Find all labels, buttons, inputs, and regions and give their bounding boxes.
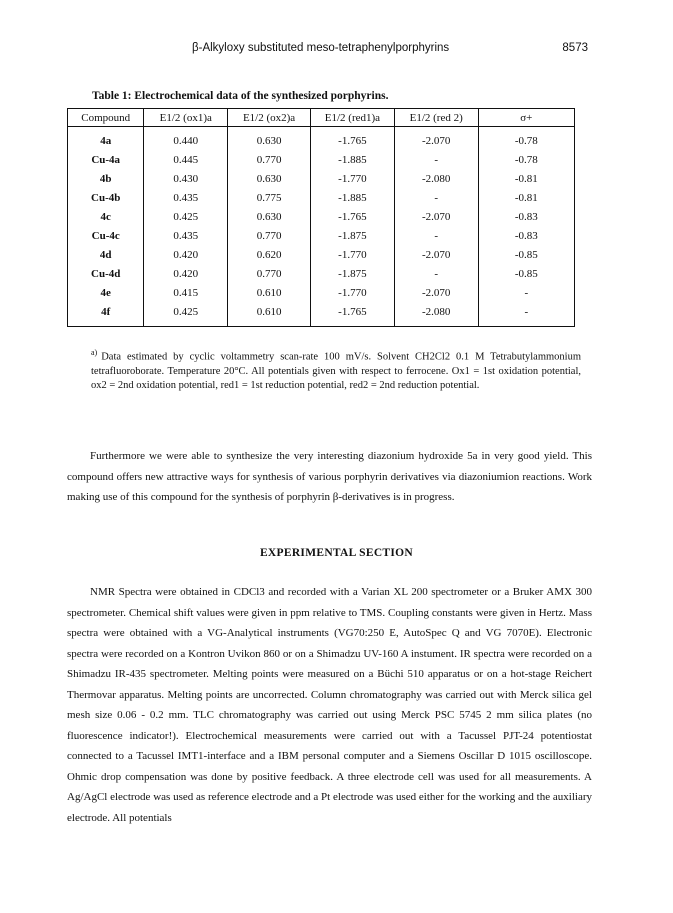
value-cell: 0.630 <box>228 127 311 151</box>
value-cell: - <box>394 264 478 283</box>
value-cell: 0.770 <box>228 150 311 169</box>
value-cell: -2.080 <box>394 169 478 188</box>
table-row <box>68 245 575 264</box>
value-cell: - <box>394 226 478 245</box>
compound-cell: Cu-4d <box>68 264 144 283</box>
running-title: β-Alkyloxy substituted meso-tetraphenylporphyrins <box>192 42 450 54</box>
value-cell: 0.420 <box>144 245 228 264</box>
footnote-text: Data estimated by cyclic voltammetry scan-rate 100 mV/s. Solvent CH2Cl2 0.1 M Tetrabutylammonium tetrafluoroborate. Temperature 20°C. All potentials given with respect to ferrocene. Ox1 = 1st oxidation potential, ox2 = 2nd oxidation potential, red1 = 1st reduction potential, red2 = 2nd reduction potential. <box>91 351 581 391</box>
value-cell: 0.630 <box>228 169 311 188</box>
value-cell: -1.765 <box>310 127 394 151</box>
paragraph: Furthermore we were able to synthesize the very interesting diazonium hydroxide 5a in very good yield. This compound offers new attractive ways for synthesis of various porphyrin derivatives via diazoniumion reactions. Work making use of this compound for the synthesis of porphyrin β-derivatives is in progress. <box>67 450 592 503</box>
paragraph: NMR Spectra were obtained in CDCl3 and recorded with a Varian XL 200 spectrometer or a Bruker AMX 300 spectrometer. Chemical shift values were given in ppm relative to TMS. Coupling constants were given in Hertz. Mass spectra were obtained with a VG-Analytical instruments (VG70:250 E, AutoSpec Q and VG 7070E). Electronic spectra were recorded on a Kontron Uvikon 860 or on a Shimadzu UV-160 A instument. IR spectra were recorded on a Shimadzu IR-435 spectrometer. Melting points were measured on a Büchi 510 apparatus or on a hot-stage Reichert Thermovar apparatus. Melting points are uncorrected. Column chromatography was carried out with Merck silica gel mesh size 0.06 - 0.2 mm. TLC chromatography was carried out using Merck PSC 5745 2 mm silica plates (no fluorescence indicator!). Electrochemical measurements were carried out with a Tacussel PJT-24 potentiostat connected to a Tacussel IMT1-interface and a IBM personal computer and a Siemens Oscillar D 1015 oscilloscope. Ohmic drop compensation was done by positive feedback. A three electrode cell was used for all measurements. A Ag/AgCl electrode was used as reference electrode and a Pt electrode was used either for the working and the auxiliary electrode. All potentials <box>67 586 592 824</box>
compound-cell: Cu-4c <box>68 226 144 245</box>
value-cell: 0.435 <box>144 188 228 207</box>
value-cell: -0.85 <box>478 264 574 283</box>
value-cell: - <box>394 150 478 169</box>
compound-cell: 4d <box>68 245 144 264</box>
value-cell: -2.070 <box>394 207 478 226</box>
value-cell: 0.630 <box>228 207 311 226</box>
footnote-marker: a) <box>91 348 98 357</box>
value-cell: 0.440 <box>144 127 228 151</box>
value-cell: -1.765 <box>310 207 394 226</box>
compound-cell: Cu-4b <box>68 188 144 207</box>
column-header: E1/2 (red 2) <box>394 109 478 127</box>
value-cell: -0.78 <box>478 150 574 169</box>
value-cell: 0.425 <box>144 207 228 226</box>
value-cell: 0.770 <box>228 264 311 283</box>
value-cell: - <box>394 188 478 207</box>
table-row <box>68 188 575 207</box>
value-cell: 0.430 <box>144 169 228 188</box>
value-cell: -1.875 <box>310 226 394 245</box>
value-cell: -2.070 <box>394 245 478 264</box>
table-row <box>68 207 575 226</box>
value-cell: 0.770 <box>228 226 311 245</box>
value-cell: -0.85 <box>478 245 574 264</box>
table-header-row <box>68 109 575 127</box>
value-cell: -2.070 <box>394 283 478 302</box>
value-cell: 0.420 <box>144 264 228 283</box>
value-cell: -0.83 <box>478 207 574 226</box>
value-cell: 0.610 <box>228 283 311 302</box>
value-cell: -0.83 <box>478 226 574 245</box>
compound-cell: 4c <box>68 207 144 226</box>
value-cell: 0.620 <box>228 245 311 264</box>
column-header: E1/2 (red1)a <box>310 109 394 127</box>
compound-cell: Cu-4a <box>68 150 144 169</box>
value-cell: -1.885 <box>310 150 394 169</box>
compound-cell: 4a <box>68 127 144 151</box>
column-header: Compound <box>68 109 144 127</box>
value-cell: -1.885 <box>310 188 394 207</box>
compound-cell: 4e <box>68 283 144 302</box>
table-row <box>68 127 575 151</box>
value-cell: - <box>478 283 574 302</box>
value-cell: 0.435 <box>144 226 228 245</box>
table-body <box>68 127 575 327</box>
value-cell: 0.775 <box>228 188 311 207</box>
section-heading: EXPERIMENTAL SECTION <box>259 547 414 559</box>
compound-cell: 4b <box>68 169 144 188</box>
value-cell: 0.425 <box>144 302 228 327</box>
value-cell: -1.770 <box>310 245 394 264</box>
value-cell: - <box>478 302 574 327</box>
value-cell: -0.78 <box>478 127 574 151</box>
value-cell: -2.080 <box>394 302 478 327</box>
value-cell: -1.770 <box>310 169 394 188</box>
value-cell: -1.770 <box>310 283 394 302</box>
value-cell: -1.765 <box>310 302 394 327</box>
table-row <box>68 226 575 245</box>
value-cell: 0.610 <box>228 302 311 327</box>
page-number: 8573 <box>562 42 588 54</box>
electrochemical-data-table <box>67 108 575 327</box>
table-caption: Table 1: Electrochemical data of the synthesized porphyrins. <box>92 90 389 102</box>
table-row <box>68 264 575 283</box>
table-footnote <box>91 346 581 393</box>
value-cell: 0.445 <box>144 150 228 169</box>
column-header: E1/2 (ox1)a <box>144 109 228 127</box>
running-header <box>88 42 588 60</box>
value-cell: 0.415 <box>144 283 228 302</box>
table-row <box>68 150 575 169</box>
table-row <box>68 302 575 327</box>
value-cell: -1.875 <box>310 264 394 283</box>
table-row <box>68 283 575 302</box>
value-cell: -0.81 <box>478 169 574 188</box>
value-cell: -2.070 <box>394 127 478 151</box>
table-row <box>68 169 575 188</box>
column-header: E1/2 (ox2)a <box>228 109 311 127</box>
column-header: σ+ <box>478 109 574 127</box>
compound-cell: 4f <box>68 302 144 327</box>
value-cell: -0.81 <box>478 188 574 207</box>
